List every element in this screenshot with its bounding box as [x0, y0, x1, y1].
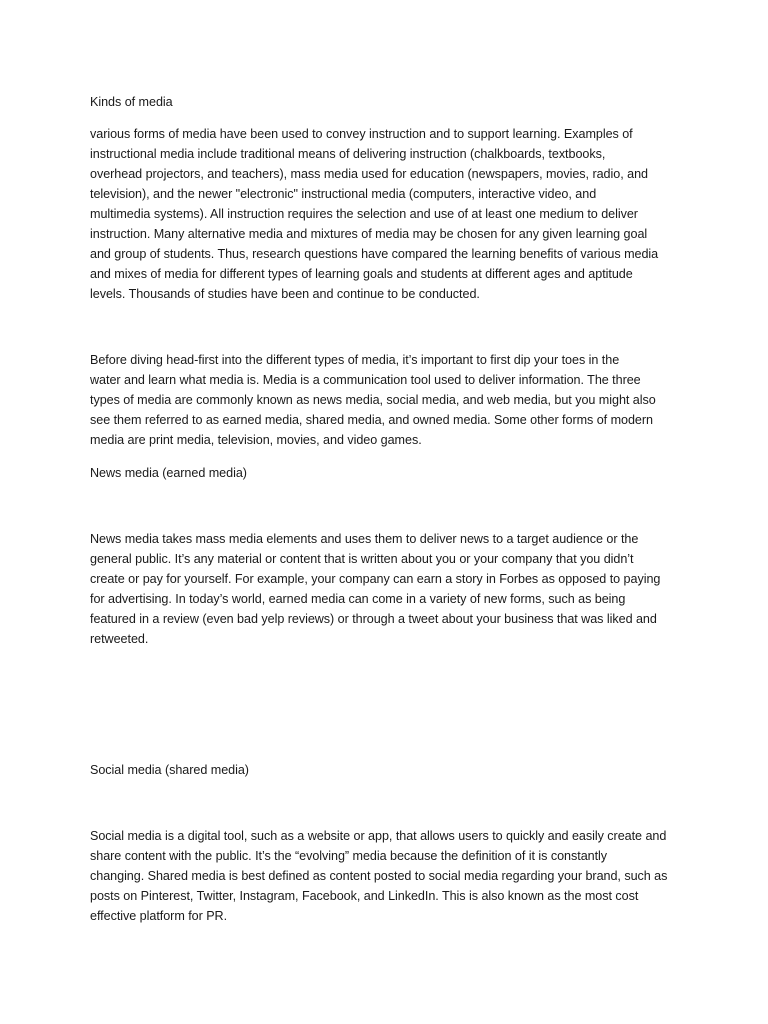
paragraph-line: and mixes of media for different types of learning goals and students at different ages and aptitude — [90, 267, 633, 281]
paragraph-line: for advertising. In today’s world, earned media can come in a variety of new forms, such as being — [90, 592, 626, 606]
paragraph-line: see them referred to as earned media, shared media, and owned media. Some other forms of modern — [90, 413, 653, 427]
paragraph-line: levels. Thousands of studies have been and continue to be conducted. — [90, 287, 480, 301]
paragraph-line: instructional media include traditional means of delivering instruction (chalkboards, textbooks, — [90, 147, 606, 161]
paragraph-line: posts on Pinterest, Twitter, Instagram, Facebook, and LinkedIn. This is also known as the most cost — [90, 889, 639, 903]
paragraph-line: types of media are commonly known as news media, social media, and web media, but you might also — [90, 393, 656, 407]
paragraph-line: retweeted. — [90, 632, 149, 646]
paragraph-line: overhead projectors, and teachers), mass media used for education (newspapers, movies, radio, and — [90, 167, 648, 181]
paragraph-line: multimedia systems). All instruction requires the selection and use of at least one medium to deliver — [90, 207, 638, 221]
paragraph-line: Social media is a digital tool, such as a website or app, that allows users to quickly and easily create and — [90, 829, 667, 843]
paragraph-line: share content with the public. It’s the “evolving” media because the definition of it is constantly — [90, 849, 608, 863]
paragraph-line: create or pay for yourself. For example, your company can earn a story in Forbes as opposed to paying — [90, 572, 661, 586]
paragraph-line: various forms of media have been used to convey instruction and to support learning. Examples of — [90, 127, 633, 141]
paragraph-line: general public. It’s any material or content that is written about you or your company that you didn’t — [90, 552, 634, 566]
paragraph-line: News media takes mass media elements and uses them to deliver news to a target audience or the — [90, 532, 639, 546]
paragraph-line: featured in a review (even bad yelp reviews) or through a tweet about your business that was liked and — [90, 612, 657, 626]
paragraph-line: effective platform for PR. — [90, 909, 228, 923]
paragraph-line: and group of students. Thus, research questions have compared the learning benefits of various media — [90, 247, 659, 261]
heading-news-media: News media (earned media) — [90, 466, 247, 480]
paragraph-line: water and learn what media is. Media is a communication tool used to deliver information. The three — [90, 373, 641, 387]
paragraph-line: instruction. Many alternative media and mixtures of media may be chosen for any given learning goal — [90, 227, 648, 241]
paragraph-line: television), and the newer "electronic" instructional media (computers, interactive video, and — [90, 187, 597, 201]
paragraph-line: media are print media, television, movies, and video games. — [90, 433, 422, 447]
heading-kinds-of-media: Kinds of media — [90, 95, 173, 109]
paragraph-line: Before diving head-first into the different types of media, it’s important to first dip your toes in the — [90, 353, 620, 367]
paragraph-line: changing. Shared media is best defined as content posted to social media regarding your brand, such as — [90, 869, 668, 883]
heading-social-media: Social media (shared media) — [90, 763, 249, 777]
